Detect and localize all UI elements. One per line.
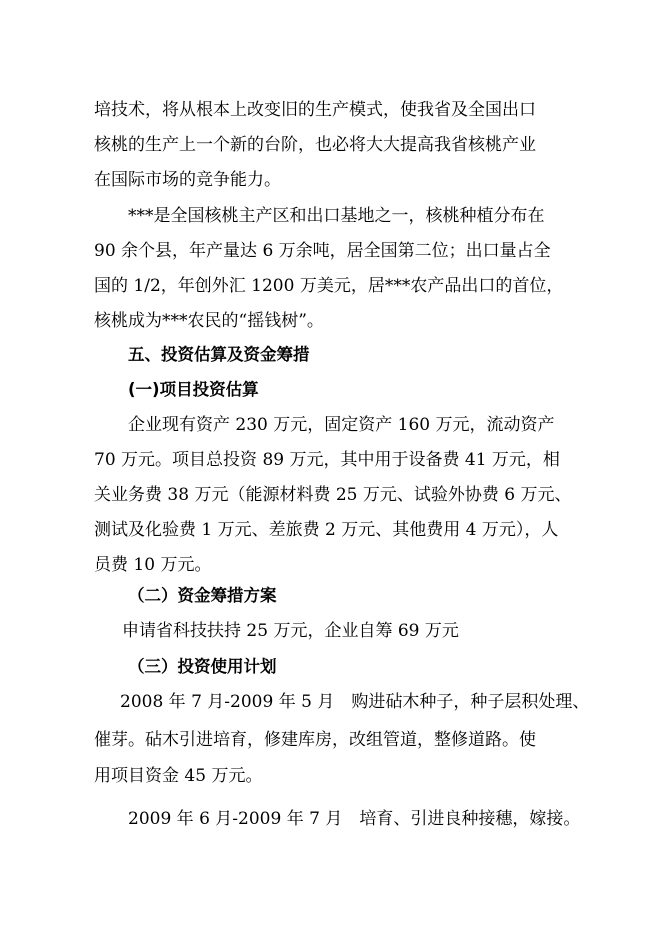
paragraph-line: 用项目资金 45 万元。 — [94, 766, 263, 786]
paragraph-line: 70 万元。项目总投资 89 万元，其中用于设备费 41 万元，相 — [94, 450, 560, 470]
subsection-heading: （二）资金筹措方案 — [128, 586, 277, 605]
section-heading: 五、投资估算及资金筹措 — [128, 345, 310, 364]
paragraph-line: 员费 10 万元。 — [94, 555, 212, 575]
subsection-heading: （三）投资使用计划 — [128, 657, 277, 676]
paragraph-line: 测试及化验费 1 万元、差旅费 2 万元、其他费用 4 万元），人 — [94, 520, 559, 540]
paragraph-line: 国的 1/2，年创外汇 1200 万美元，居***农产品出口的首位， — [94, 276, 564, 296]
paragraph-line: 申请省科技扶持 25 万元，企业自筹 69 万元 — [122, 621, 459, 641]
paragraph-line: 90 余个县，年产量达 6 万余吨，居全国第二位；出口量占全 — [94, 241, 551, 261]
paragraph-line: 培技术，将从根本上改变旧的生产模式，使我省及全国出口 — [94, 100, 536, 120]
paragraph-line: 核桃的生产上一个新的台阶，也必将大大提高我省核桃产业 — [94, 135, 536, 155]
paragraph-line: ***是全国核桃主产区和出口基地之一，核桃种植分布在 — [128, 206, 545, 226]
paragraph-line: 企业现有资产 230 万元，固定资产 160 万元，流动资产 — [128, 415, 555, 435]
paragraph-line: 催芽。砧木引进培育，修建库房，改组管道，整修道路。使 — [94, 730, 536, 750]
paragraph-line: 2008 年 7 月-2009 年 5 月 购进砧木种子，种子层积处理、 — [120, 692, 590, 712]
paragraph-line: 在国际市场的竞争能力。 — [94, 170, 281, 190]
subsection-heading: (一)项目投资估算 — [128, 380, 259, 399]
paragraph-line: 2009 年 6 月-2009 年 7 月 培育、引进良种接穗，嫁接。 — [128, 809, 581, 829]
paragraph-line: 核桃成为***农民的“摇钱树”。 — [94, 311, 324, 331]
paragraph-line: 关业务费 38 万元（能源材料费 25 万元、试验外协费 6 万元、 — [94, 485, 572, 505]
